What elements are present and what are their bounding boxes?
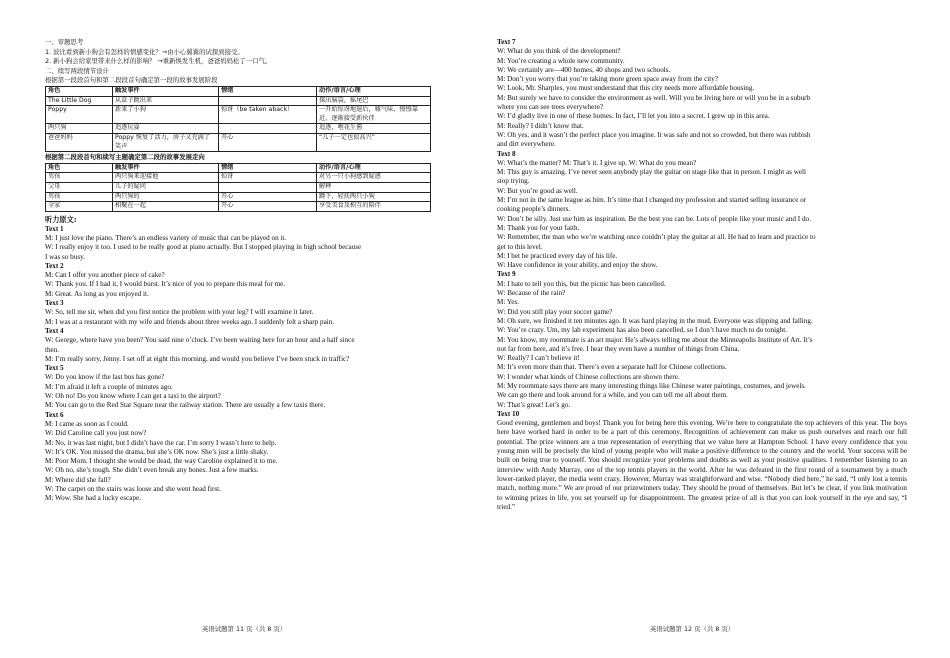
transcript-line: W: Don’t be silly. Just use him as inspiration. Be the best you can be. Lots of people like your music and I do. (497, 214, 811, 223)
table-cell: 相聚在一起 (113, 202, 219, 212)
text-heading: Text 6 (45, 410, 64, 419)
transcript-line: W: I wonder what kinds of Chinese collections are shown there. (497, 372, 680, 381)
transcript-line: M: I just love the piano. There’s an endless variety of music that can be played on it. (45, 233, 287, 242)
transcript-line: W: Oh no, she’s tough. She didn’t even break any bones. Just a few marks. (45, 466, 259, 475)
transcript-line: W: Because of the rain? (497, 289, 566, 298)
table-cell: 惊讶（be taken aback） (219, 106, 317, 124)
transcript-line: W: George, where have you been? You said nine o’clock. I’ve been waiting here for an hour and a half since (45, 336, 355, 345)
heading-plot-design: 二、续写两段情节设计 (45, 66, 109, 75)
transcript-line: W: Thank you. If I had it, I would burst. It’s nice of you to prepare this meal for me. (45, 280, 286, 289)
transcript-line: W: The carpet on the stairs was loose and she went head first. (45, 485, 221, 493)
transcript-line: M: My roommate says there are many interesting things like Chinese water paintings, costumes, and jewels. (497, 381, 806, 390)
table-cell: 两只狗的 (113, 192, 219, 202)
plot-table-2 (45, 163, 431, 212)
transcript-line: M: I’m not in the same league as him. It’s time that I changed my profession and started selling insurance or (497, 196, 807, 205)
text-heading: Text 9 (497, 270, 516, 279)
table-cell (219, 96, 317, 106)
transcript-line: M: No, it was last night, but I didn’t have the car. I’m sorry I wasn’t here to help. (45, 438, 277, 447)
transcript-line: M: Don’t you worry that you’re taking more green space away from the city? (497, 75, 718, 84)
transcript-line: W: But you’re good as well. (497, 186, 578, 195)
table-cell: 蹲下，轻抚两只小狗 (317, 192, 431, 202)
transcript-line: W: What’s the matter? M: That’s it. I give up. W: What do you mean? (497, 158, 697, 167)
transcript-line: M: Really? I didn’t know that. (497, 121, 584, 130)
text-heading: Text 8 (497, 149, 516, 158)
table-row (46, 106, 431, 124)
table-cell: 惊讶 (219, 173, 317, 183)
transcript-line: then. (45, 345, 60, 354)
table-cell: 新来了小狗 (113, 106, 219, 124)
header-cell: 触发事件 (113, 163, 219, 173)
text-heading: Text 10 (497, 409, 520, 418)
table2-caption: 根据第二段段首句和续写主题确定第二段的故事发展走向 (45, 153, 205, 162)
transcript-line: M: Where did she fall? (45, 475, 111, 484)
transcript-line: and dirt everywhere. (497, 140, 556, 149)
transcript-line: M: But surely we have to consider the environment as well. Will you be living here or will you be in a suburb (497, 93, 811, 102)
text10-paragraph: Good evening, gentlemen and boys! Thank you for being here this evening. We’re here to congratulate the top achievers of this year. The boys here have worked hard in order to be a part of this ceremony. Recognition of achievement can make us push ourselves and reach our full potential. The prize winners are a true representation of everything that we value here at Hampton School. I have every confidence that you young men will be precisely the kind of young people who will make a positive difference to the country and the world. Your success will be built on being true to yourself. You should recognize your problems and doubts as well as your positive qualities. I remember listening to an interview with Andy Murray, one of the top tennis players in the world. After he was defeated in the first round of a tournament by a much lower-ranked player, the media went crazy. However, Murray was straightforward and wise. “Nobody died here,” he said, “I only lost a tennis match, nothing more.” We are proud of our prizewinners today. They should be proud of themselves. But let’s be clear, if you link motivation to winning prizes in life, you set yourself up for disappointment. The greatest prize of all is that you can look yourself in the eye and say, “I tried.” (497, 419, 907, 511)
table-row (46, 96, 431, 106)
table-cell: 一开始惊讶地退后，嘘气味，慢慢靠近，逐渐接受新伙伴 (317, 106, 431, 124)
table-cell: 享受美食及相互的陪伴 (317, 202, 431, 212)
transcript-line: where you can see trees everywhere? (497, 103, 604, 112)
transcript-line: M: Yes. (497, 298, 520, 307)
transcript-line: not far from here, and it’s free. I hear they even have a number of things from China. (497, 344, 740, 353)
header-cell: 角色 (46, 163, 113, 173)
table-cell: 开心 (219, 192, 317, 202)
transcript-line: W: I’d gladly live in one of these homes. In fact, I’ll let you into a secret. I grew up in this area. (497, 112, 770, 121)
table-cell: 全家 (46, 202, 113, 212)
text-heading: Text 1 (45, 224, 64, 233)
transcript-line: W: We certainly are—400 homes, 40 shops and two schools. (497, 65, 671, 74)
table-cell: 对另一只小狗感到疑惑 (317, 173, 431, 183)
transcript-line: W: Do you know if the last bus has gone? (45, 373, 165, 382)
table-cell: 从盒子跳出来 (113, 96, 219, 106)
transcript-line: W: What do you think of the development? (497, 47, 621, 56)
right-page (497, 38, 907, 638)
transcript-line: M: You can go to the Red Star Square near the railway station. There are usually a few taxis there. (45, 401, 326, 410)
table-cell: Poppy (46, 106, 113, 124)
table-cell: 解释 (317, 182, 431, 192)
transcript-line: W: Oh no! Do you know where I can get a taxi to the airport? (45, 392, 221, 401)
transcript-line: M: Wow. She had a lucky escape. (45, 494, 141, 503)
listening-transcript-left (45, 225, 455, 504)
transcript-line: W: It’s OK. You missed the drama, but she’s OK now. She’s just a little shaky. (45, 447, 269, 456)
text-heading: Text 7 (497, 38, 516, 46)
transcript-line: W: So, tell me sir, when did you first notice the problem with your leg? I will examine it later. (45, 308, 314, 317)
table-cell: 追逐玩耍 (113, 124, 219, 134)
transcript-line: W: Really? I can’t believe it! (497, 354, 580, 363)
transcript-line: W: Did Caroline call you just now? (45, 429, 147, 438)
table-cell: 追逐，咆花生酱 (317, 124, 431, 134)
transcript-line: get to this level. (497, 242, 543, 251)
transcript-line: M: You’re creating a whole new community. (497, 56, 625, 65)
table-row (46, 133, 431, 151)
transcript-line: W: You’re crazy. Um, my lab experiment has also been cancelled, so I don’t have much to do tonight. (497, 326, 788, 335)
table-row (46, 173, 431, 183)
transcript-line: M: I bet he practiced every day of his life. (497, 251, 618, 260)
table-cell: 两只狗 (46, 124, 113, 134)
transcript-line: W: Remember, the man who we’re watching once couldn’t play the guitar at all. He had to learn and practice to (497, 233, 816, 242)
table-cell: The Little Dog (46, 96, 113, 106)
table-cell: 开心 (219, 133, 317, 151)
table-cell (219, 124, 317, 134)
text-heading: Text 3 (45, 299, 64, 308)
header-cell: 动作/语言/心理 (317, 86, 431, 96)
header-cell: 触发事件 (113, 86, 219, 96)
text-heading: Text 4 (45, 326, 64, 335)
transcript-line: cooking people’s dinners. (497, 205, 571, 214)
table-cell: 儿子的疑问 (113, 182, 219, 192)
table-row (46, 192, 431, 202)
table-row (46, 124, 431, 134)
transcript-line: M: Great. As long as you enjoyed it. (45, 289, 149, 298)
table-cell: 父母 (46, 182, 113, 192)
transcript-line: We can go there and look around for a while, and you can tell me all about them. (497, 391, 728, 400)
table-cell: “儿子一定也很高兴” (317, 133, 431, 151)
transcript-line: stop trying. (497, 177, 530, 186)
transcript-line: W: Did you still play your soccer game? (497, 307, 613, 316)
transcript-line: W: That’s great! Let’s go. (497, 400, 571, 409)
transcript-line: M: I’m really sorry, Jenny. I set off at eight this morning, and would you believe I’ve been stuck in traffic? (45, 354, 350, 363)
transcript-line: M: Oh sure, we finished it ten minutes ago. It was hard playing in the mud. Everyone was slipping and falling. (497, 316, 813, 325)
transcript-line: M: It’s even more than that. There’s even a separate hall for Chinese collections. (497, 363, 727, 372)
transcript-line: M: Thank you for your faith. (497, 223, 580, 232)
table-row (46, 202, 431, 212)
left-page (45, 38, 455, 638)
table-cell: 男孩 (46, 192, 113, 202)
text-heading: Text 5 (45, 364, 64, 373)
table1-caption: 根据第一段段首句和第二段段首句确定第一段的故事发展阶段 (45, 76, 218, 85)
transcript-line: M: I came as soon as I could. (45, 419, 129, 428)
plot-table-1 (45, 86, 431, 152)
listening-transcript-right (497, 38, 907, 419)
table-cell (219, 182, 317, 192)
table-cell: 探出脑袋，摇尾巴 (317, 96, 431, 106)
transcript-line: M: Can I offer you another piece of cake? (45, 271, 165, 280)
transcript-line: W: Oh yes, and it wasn’t the perfect place you imagine. It was safe and not so crowded, but there was rubbish (497, 130, 811, 139)
transcript-line: W: I really enjoy it too. I used to be really good at piano actually. But I stopped playing in high school because (45, 243, 362, 252)
transcript-line: I was so busy. (45, 252, 85, 261)
table-row (46, 182, 431, 192)
header-cell: 情绪 (219, 86, 317, 96)
table-cell: 两只狗来迎接他 (113, 173, 219, 183)
table-cell: 开心 (219, 202, 317, 212)
listening-title: 听力原文: (45, 214, 77, 224)
transcript-line: W: Have confidence in your ability, and enjoy the show. (497, 261, 658, 270)
question-1: 1. 波比看到新小狗会有怎样的情感变化？→由小心翼翼的试探到接受。 (45, 47, 244, 56)
question-2: 2. 新小狗会给家里带来什么样的影响？ →重新焕发生机，爸爸妈妈松了一口气。 (45, 57, 272, 66)
transcript-line: M: I was at a restaurant with my wife and friends about three weeks ago. I suddenly felt a sharp pain. (45, 317, 335, 326)
page-footer-right: 英语试题第 12 页（共 8 页） (650, 625, 735, 633)
table-cell: Poppy 恢复了活力，房子又充满了笑声 (113, 133, 219, 151)
transcript-line: M: This guy is amazing. I’ve never seen anybody play the guitar on stage like that in person. I might as well (497, 168, 807, 177)
transcript-line: M: I’m afraid it left a couple of minutes ago. (45, 382, 173, 391)
header-cell: 角色 (46, 86, 113, 96)
table-cell: 爸爸妈妈 (46, 133, 113, 151)
table-header-row (46, 86, 431, 96)
table-cell: 男孩 (46, 173, 113, 183)
transcript-line: M: Poor Mom. I thought she would be dead, the way Caroline explained it to me. (45, 457, 278, 466)
transcript-line: W: Look, Mr. Sharples, you must understand that this city needs more affordable housing. (497, 84, 755, 93)
header-cell: 动作/语言/心理 (317, 163, 431, 173)
table-header-row (46, 163, 431, 173)
text-heading: Text 2 (45, 261, 64, 270)
heading-think: 一、审题思考 (45, 38, 84, 46)
transcript-line: M: You know, my roommate is an art major. He’s always telling me about the Minneapolis Institute of Art. It’s (497, 335, 813, 344)
page-footer-left: 英语试题第 11 页（共 8 页） (202, 625, 287, 633)
header-cell: 情绪 (219, 163, 317, 173)
transcript-line: M: I hate to tell you this, but the picnic has been cancelled. (497, 279, 666, 288)
